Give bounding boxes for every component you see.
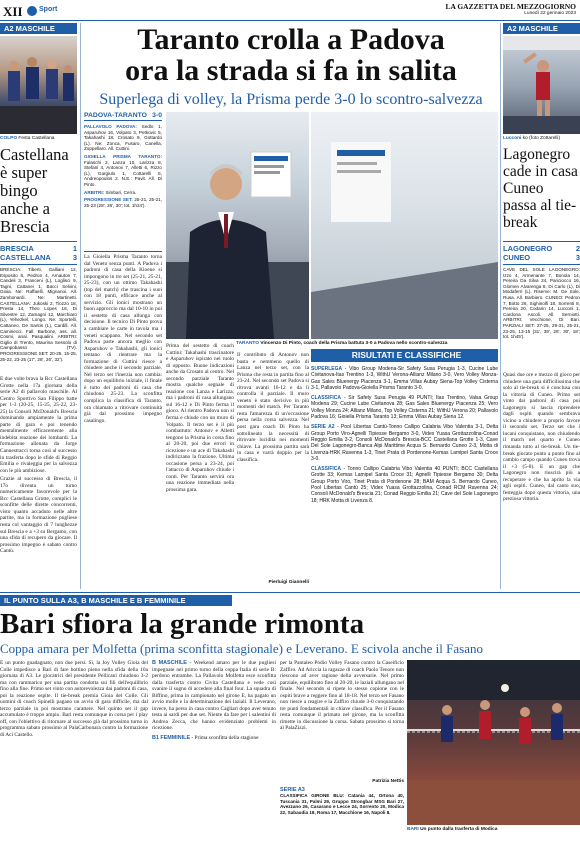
bottom-signature: Patrizia Nettis [372,779,404,784]
match-title: PADOVA-TARANTO [84,112,147,119]
team-home: LAGONEGRO [503,244,553,253]
main-photo-caption [236,341,498,347]
tab-label: ARBITRI: [84,189,105,195]
b1-femminile-label: B1 FEMMINILE [152,735,191,742]
tab-label: PALLAVOLO PADOVA: [84,124,137,129]
right-rule-top [503,241,580,242]
match-title-row [84,112,162,121]
match-box [84,112,162,208]
main-body-col1: La Gioiella Prisma Taranto torna dal Veneto senza punti. A Padova i padroni di casa della Kioene si impongono in tre set (25-21, 25-21, 25-23), con un ottimo Takahashi (top del match) che trascina i suoi con 18 punti, efficace anche al servizio. Gli ionici mostrano un buon approccio ma dal 10-10 in poi il sestetto di casa allunga con decisione. Il tecnico Di Pinto prova a cambiare le carte in tavola ma i veneti scappano. Nel secondo set Padova parte ancora meglio con Asparuhov e Takahashi, gli ionici tentano di rientrare ma la formazione di Cuttini riesce a chiudere anche il secondo parziale. Nel terzo set l'inerzia non cambia: dopo un equilibrio iniziale, il finale è tutto dei padroni di casa che chiudono 25-23. La sconfitta complica la classifica di Taranto, ora chiamato a ritrovare continuità già dal prossimo impegno casalingo. [84,254,162,424]
left-photo [0,36,77,134]
results-label: SUPERLEGA [311,366,343,372]
bottom-subheadline: Coppa amara per Molfetta (prima sconfitta stagionale) e Leverano. E scivola anche il Fasano [0,641,483,656]
sport-logo-icon [27,6,37,16]
caption-text: Festa Castellana [18,136,55,141]
right-photo [503,36,580,134]
results-text: - Tonno Callipo Calabria Vibo Valentia 40 PUNTI; BCC Castellana Grotte 33; Kemas Lamipel Santa Croce 31; Agnelli Tipiesse Bergamo 30; Delta Group Porto Viro, Tinet Prata di Pordenone 28; BAM Acqua S. Bernardo Cuneo, Pool Libertas Cantù 25; Videx Yuasa Grottazzolina, Conad RCM Ravenna 24; Consoli McDonald's Brescia 21; Conad Reggio Emilia 21; Cave del Sole Lagonegro 18; HRK Motta di Livenza 8. [311,466,499,504]
caption-text: Un punto dalla trasferta di Modica [420,827,498,832]
tab-text: 25-21, 25-21, 25-23 (28', 26', 30'; tot. 1h24'). [84,197,162,208]
bottom-top-rule [0,592,580,593]
serie-a3-box [280,787,404,815]
results-label: CLASSIFICA [311,395,341,402]
results-label: CLASSIFICA [311,466,341,473]
results-label: SERIE A2 [311,424,335,431]
right-column-divider [500,23,501,589]
section-label: Sport [39,6,58,13]
left-headline: Castellana è super bingo anche a Brescia [0,145,69,236]
caption-credit: TARANTO [236,341,260,346]
serie-a3-title: SERIE A3 [280,787,305,793]
coach-image [166,112,309,339]
caption-text: Vincenzo Di Pinto, coach della Prisma battuta 3-0 a Padova nello scontro-salvezza [260,341,448,346]
b1-femminile-text: - Prima sconfitta della stagione [190,735,259,742]
coach-gesture-image [311,112,498,339]
right-photo-caption [503,136,580,142]
right-scoreboard [503,244,580,262]
left-rule-top [0,241,77,242]
bottom-body-col2 [152,660,276,838]
right-tabellino: CAVE DEL SOLE LAGONEGRO: Izzo 4, Armenante 7, Bonola 14, Pereira Da Silva 24, Panciocco 16, Glomen Alvarenga 8, Di Carlo (L), Di Modaferri (L). Riserve: M. Ge Sole, Rusa. All. Barbiero. CUNEO: Pedron 7, Botto 26, Sighinolfi 18, Sorrenti 8, Pereira 20, Codarin 14, Lucconi 1, Cardona Ascoli. All. Serniotti. ARBITRI: Vecchione, Di Bari. PARZIALI SET: 27-25, 29-31, 25-21, 23-25, 13-15 (31', 39', 26', 30', 18'; tot. 1h45'). [503,267,580,340]
left-photo-caption [0,136,77,142]
left-body [0,376,77,588]
main-signature: Pierluigi Giannelli [268,580,309,585]
bottom-headline: Bari sfiora la grande rimonta [0,608,365,640]
match-box-rule [84,251,162,252]
right-body: Quasi due ore e mezzo di gioco per chiudere una gara difficilissima che solo al tie-break si è conclusa con la vittoria di Cuneo. Primo set vinto dai padroni di casa poi Lagonegro si lascia riprendere dagli ospiti quando sembrava vicino a chiudere a proprio favore il secondo set. Terzo set che i lucani conquistano, non chiudendo il match nel quarto e Cuneo rimanda tutto al tie-break. Un tie-break giocato punto a punto fino al cambio campo quando Cuneo trova il +3 (5-8). E un gap che Lagonegro non riuscirà più a recuperare e che ha aprito la via agli ospiti. Cuneo, dal canto suo, festeggia dopo questa vittoria, una preziosa vittoria. [503,372,580,503]
paper-name: LA GAZZETTA DEL MEZZOGIORNO [445,2,576,11]
main-photo-right [311,112,498,339]
caption-credit: Lucconi [503,136,522,141]
right-headline: Lagonegro cade in casa Cuneo passa al tie-break [503,146,578,231]
match-score: 3-0 [152,112,162,119]
left-column-divider [80,23,81,589]
serie-a3-text: CLASSIFICA GIRONE BLU: Catania 44, Ortona 40, Tuscania 31, Palmi 29, Gruppo Strongbar MSG Bari 27, Avezzano 26, Casarano e Lecce 24, Sorrento 20, Modica 22, Sabaudia 18, Roma 17, Macchione 16, Napoli 8. [280,793,404,815]
results-list [311,366,498,504]
caption-credit: BARI [407,827,419,832]
tab-label: GIOIELLA PRISMA TARANTO: [84,153,162,159]
tab-label: PROGRESSIONE SET: [84,197,133,203]
main-tabellino [84,124,162,208]
page-number: XII [3,4,23,19]
bottom-photo [407,660,580,825]
issue-date: Lunedì 22 gennaio 2023 [524,11,576,16]
bottom-body-col3: per la Pantaleo Podio Volley Fasano contro la Caseificio Zaffiro. Ad Ariccia la ragazze di coach Paolo Tenore non riescono ad aver ragione della avversarie. Nel primo parziale, equilibrato fino al 20-20, le laziali allungano nel finale. Nel secondo si ripete lo stesso copione con le ospiti brave a reggere fino al 18-18. Nel terzo set Fasano non riesce a reagire e la Zaffiro chiude 3-0 conquistando tre punti fondamentali in chiave classifica. Per il Fasano resta comunque il primato nel girone, ma la sconfitta rimette in discussione la corsa. Sabato prossimo si torna al PalaZizzi. [280,660,404,732]
results-text: - Sir Safety Susa Perugia 49 PUNTI; Itas Trentino, Valsa Group Modena 29; Cucine Lube Civitanova 28; Gas Sales Bluenergy Piacenza 25; Vero Volley Monza 24; Allianz Milano, Top Volley Cisterna 21; WithU Verona 20; Pallavolo Padova 16; Gioiella Prisma Taranto 13; Emma Villas Aubay Siena 12. [311,395,498,421]
right-rule-bottom [503,264,580,265]
left-paragraph: Grazie al successo di Brescia, il 17o diventa un turno numericamente favorevole per la Bcc Castellana Grotte, complici le sconfitte delle dirette concorrenti, visto quanto accaduto nelle altre partite, ma la formazione pugliese resta col vantaggio di 7 lunghezze sul Brescia e a +3 su Bergamo, con una sfida di recupero da giocare. Il prossimo impegno è sabato contro Cantù. [0,476,77,555]
player-spike-image [503,36,580,134]
headline-line-2: ora la strada si fa in salita [125,54,457,87]
main-body-col2: Prima del sestetto di coach Cuttini: Takahashi trascinatore e Asparuhov ispirato nel ruolo di opposto. Buone indicazioni anche da Crosato al centro. Nel secondo parziale Taranto mostra qualche segnale di reazione con Lanza e Larizza, ma i padroni di casa allungano sul 16-12 e Di Pinto ferma il gioco. Al rientro Padova non si ferma e chiude con un muro di Volpato. Il terzo set è il più combattuto: Antonov e Alletti tengono la Prisma in corsa fino al 20-20, poi due errori in ricezione e un ace di Takahashi indirizzano la frazione. Ultima occasione persa a 23-24, poi l'attacco di Asparuhov chiude i conti. Per Taranto servirà ora una reazione immediata nella prossima gara. [166,343,234,494]
results-title-bar: RISULTATI E CLASSIFICHE [311,349,498,362]
left-scoreboard [0,244,77,262]
results-text: - Vibo Group Modena-Sir Safety Susa Perugia 1-3, Cucine Lube Civitanova-Itas Trentino 1-3, WithU Verona-Allianz Milano 3-0, Vero Volley Monza-Gas Sales Bluenergy Piacenza 3-1, Emma Villas Aubay Siena-Top Volley Cisterna 3-1, Pallavolo Padova-Gioiella Prisma Taranto 3-0. [311,366,499,391]
bottom-kicker: IL PUNTO SULLA A3, B MASCHILE E B FEMMINILE [0,595,232,606]
right-section-bar: A2 MASCHILE [503,23,580,34]
left-paragraph: È due volte brava la Bcc Castellana Grotte nella 17a giornata della serie A2 di pallavolo maschile. Al Centro Sportivo San Filippo batte per 1-3 (20-25, 15-25, 25-22, 23-25) la Consoli McDonald's Brescia dominando ampiamente la prima parte di gara e poi tenendo mentalmente efficacemente alla indebita reazione dei lombardi. La formazione allenata da Jorge Cannestracci torna così al successo in trasferta dopo le sfide di Reggio Emilia e rivaleggia per la salvezza con le più ambiziose. [0,376,77,474]
results-text: - Pool Libertas Cantù-Tonno Callipo Calabria Vibo Valentia 3-1, Delta Group Porto Viro-Agnelli Tipiesse Bergamo 3-0, Videx Yuasa Grottazzolina-Conad Reggio Emilia 3-2, Consoli McDonald's Brescia-BCC Castellana Grotte 1-3, Cave Del Sole Lagonegro-Banca Alpi Marittime Acqua S. Bernardo Cuneo 2-3, Motta di Livenza-HRK Ravenna 1-3, Tinet Prata di Pordenone-Kemas Lamipel Santa Croce 3-0. [311,424,499,462]
caption-credit: COLPO [0,136,18,141]
header-rule [0,20,580,21]
main-subheadline: Superlega di volley, la Prisma perde 3-0 lo scontro-salvezza [99,91,483,108]
score-away: 3 [72,253,77,262]
main-photo [166,112,309,339]
team-away: CASTELLANA [0,253,51,262]
volley-match-image [407,660,580,825]
main-headline [84,24,498,86]
score-away: 3 [575,253,580,262]
score-home: 1 [72,244,77,253]
left-tabellino: BRESCIA: Tiberti, Galliani 12, Esposito 8, Pedron 4, Arnauton 7, Candeli 3, Franceni (L), Loglisci 9, Tagni, Cattanei 1, Bacci Selvini, Gioia. Ne: Raffaelli, Mignanoi. All. Zambonardi. Ne: Martinetti. CASTELLANA: Jukoski 2, Tiozzo 18, Presta 14, Theo Lopes 16, Di Silvestre 12, Zamagni 12, Marchiaro (L), Yehezkel, Longo. Ne: Sportelli, Cattaneo, De Santis (L), Cardill. All. Caminecci. Fall. Barbone, ass. all. Cosmi, anal. Pasqualini. ARBITRI: Giglio di Trento, Maurina Sessolo di Campobasso (TV). PROGRESSIONE SET: 20-25, 15-25, 25-22, 23-25 (17', 28', 26', 32'). [0,267,77,362]
team-away: CUNEO [503,253,531,262]
left-section-bar: A2 MASCHILE [0,23,77,34]
main-body-col3: Il contributo di Antonov non basta e nemmeno quello di Lanza nel terzo set, con la Prisma che resta in partita fino al 23-24. Nel secondo set Padova si ritrova avanti 16-12 e da lì controlla il parziale. Il muro veneto è stato decisivo in più momenti del match. Per Taranto resta l'amarezza di un'occasione persa nella corsa salvezza. Nel post gara coach Di Pinto ha sottolineato la necessità di ritrovare lucidità nei momenti chiave. La prossima partita sarà in casa e varrà doppio per la classifica. [237,352,309,463]
b-maschile-text: - Weekend amaro per le due pugliesi impegnate nel primo turno della coppa Italia di serie B: perdono entrambe. La Pallavolo Molfetta esce sconfitta dalla trasferta contro Civita Castellana e vede così svanire il sogno di accedere alla final four. La squadra di Biffino, prima in campionato nel girone E, ha pagato un avvio molle e la determinazione dei laziali. Il Leverano, invece, ha perso in casa contro Cagliari dopo aver tenuto testa ai sardi per due set. Niente da fare per i salentini di Andrea Zecca, che hanno evidenziato problemi in ricezione. [152,660,276,732]
b-maschile-label: B MASCHILE [152,660,187,666]
tab-text: Sedlo 1, Asparuhov 16, Volpato 3, Petkovic 5, Takahashi 18, Crosato 9, Gottardo (L). Ne: Zonca, Fusaro, Canella, Zoppellaro. All. Cuttini. [84,124,163,152]
team-home: BRESCIA [0,244,34,253]
bottom-photo-caption [407,827,580,833]
tab-text: Simbari, Cerra. [105,189,137,195]
players-celebrating-image [0,36,77,134]
left-rule-bottom [0,264,77,265]
tab-text: Falaschi 2, Lanza 10, Larizza 8, Stefani 4, Antonov 7, Alletti 6, Rizzo (L), Gargiulo 1, Cottarelli 5, Andreopoulos 2. N.E.: Pavit. All. Di Pinto. [84,159,162,187]
bottom-body-col1: È un punto guadagnato, non due persi. Sì, la Joy Volley Gioia del Colle impedisce a Bari di fare bottino pieno nella sfida della 10a giornata di A3. Le giocatrici del presidente Pellicani chiudono 3-2 ma con rammarico per una partita condotta sui fili dell'equilibrio fino alla fine. Primo set vinto con autorevolezza dai padroni di casa, poi la reazione ospite. Il tie-break premia Gioia del Colle. Gli uomini di coach Spinelli pagano un avvio di gara difficile, ma dal terzo parziale in poi mostrano carattere. Nel quinto set il gap accumulato è troppo ampio. Bari resta comunque in corsa per i play off, con l'obiettivo di ritornare al successo già dal prossimo turno in programma sabato prossimo al PalaCarbonara contro la formazione di Aci Castello. [0,660,148,739]
headline-line-1: Taranto crolla a Padova [137,23,445,56]
score-home: 2 [575,244,580,253]
page-header [0,0,580,22]
caption-text: ko (foto Zottarelli) [522,136,561,141]
